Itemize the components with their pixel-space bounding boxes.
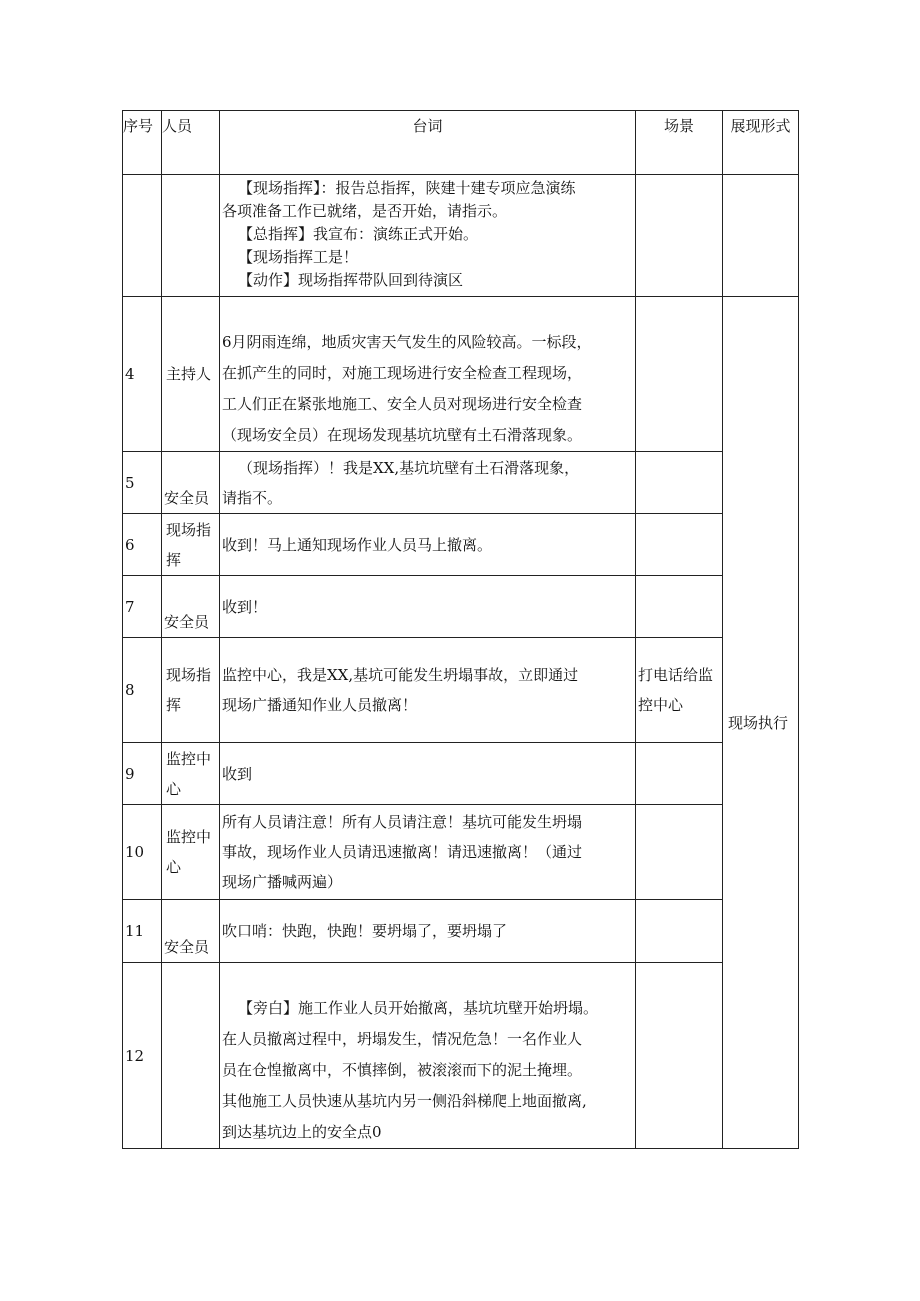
display-form-cell: 现场执行 [723,297,799,1149]
row-no: 9 [123,743,162,805]
row-no: 5 [123,452,162,514]
line: 【总指挥】我宣布：演练正式开始。 [238,225,479,243]
row-lines [220,638,636,743]
row-lines [220,900,636,963]
row-person [162,175,220,297]
row-person: 监控中心 [162,743,220,805]
table-row [123,452,799,514]
line: 监控中心，我是XX,基坑可能发生坍塌事故，立即通过 [222,666,579,684]
row-scene [636,900,723,963]
table-row [123,175,799,297]
line: 【现场指挥】：报告总指挥，陕建十建专项应急演练 [238,179,576,197]
row-lines [220,805,636,900]
row-no: 11 [123,900,162,963]
header-form: 展现形式 [723,111,799,175]
row-no: 12 [123,963,162,1149]
header-line: 台词 [220,111,636,175]
line: 吹口哨：快跑，快跑！要坍塌了，要坍塌了 [222,922,508,940]
row-person: 安全员 [162,900,220,963]
line: 【动作】现场指挥带队回到待演区 [238,271,464,289]
row-scene [636,514,723,576]
line: 收到！马上通知现场作业人员马上撤离。 [222,535,493,554]
table-row [123,963,799,1149]
line: （现场指挥）！我是XX,基坑坑壁有土石滑落现象， [238,458,580,477]
table-row [123,900,799,963]
row-form [723,175,799,297]
row-person: 安全员 [162,452,220,514]
line: 请指不。 [222,488,283,507]
row-person: 现场指挥 [162,514,220,576]
row-person: 监控中心 [162,805,220,900]
line: 到达基坑边上的安全点0 [222,1123,382,1141]
table-row [123,805,799,900]
header-row [123,111,799,175]
line: 在人员撤离过程中，坍塌发生，情况危急！一名作业人 [222,1030,583,1048]
row-lines [220,297,636,452]
row-lines [220,963,636,1149]
row-person: 安全员 [162,576,220,638]
row-no [123,175,162,297]
row-lines [220,576,636,638]
header-no: 序号 [123,111,162,175]
row-person [162,963,220,1149]
table-row [123,576,799,638]
row-person: 现场指挥 [162,638,220,743]
line: 【现场指挥工是！ [238,248,359,266]
line: 【旁白】施工作业人员开始撤离，基坑坑壁开始坍塌。 [238,999,599,1017]
drill-script-table [122,110,799,1149]
row-scene [636,963,723,1149]
line: 6月阴雨连绵，地质灾害天气发生的风险较高。一标段， [222,333,592,351]
row-person: 主持人 [162,297,220,452]
line: （现场安全员）在现场发现基坑坑壁有土石滑落现象。 [222,426,583,444]
line: 工人们正在紧张地施工、安全人员对现场进行安全检查 [222,395,583,413]
row-no: 6 [123,514,162,576]
row-lines [220,175,636,297]
row-no: 8 [123,638,162,743]
row-no: 7 [123,576,162,638]
line: 收到 [222,764,253,783]
row-no: 10 [123,805,162,900]
row-scene [636,297,723,452]
header-scene: 场景 [636,111,723,175]
line: 员在仓惶撤离中，不慎摔倒，被滚滚而下的泥土掩埋。 [222,1061,583,1079]
table-row [123,514,799,576]
row-scene [636,743,723,805]
table-row [123,638,799,743]
table-row [123,743,799,805]
line: 现场广播通知作业人员撤离！ [222,696,418,714]
line: 收到！ [222,597,268,616]
row-scene: 打电话给监控中心 [636,638,723,743]
table-row [123,297,799,452]
line: 其他施工人员快速从基坑内另一侧沿斜梯爬上地面撤离, [222,1092,587,1110]
row-scene [636,175,723,297]
row-lines [220,452,636,514]
line: 现场广播喊两遍） [222,873,343,891]
row-lines [220,743,636,805]
row-scene [636,805,723,900]
header-person: 人员 [162,111,220,175]
row-lines [220,514,636,576]
line: 所有人员请注意！所有人员请注意！基坑可能发生坍塌 [222,813,583,831]
row-no: 4 [123,297,162,452]
line: 在抓产生的同时，对施工现场进行安全检查工程现场， [222,364,583,382]
line: 各项准备工作已就绪，是否开始，请指示。 [222,202,508,220]
row-scene [636,576,723,638]
row-scene [636,452,723,514]
line: 事故，现场作业人员请迅速撤离！请迅速撤离！（通过 [222,843,583,861]
